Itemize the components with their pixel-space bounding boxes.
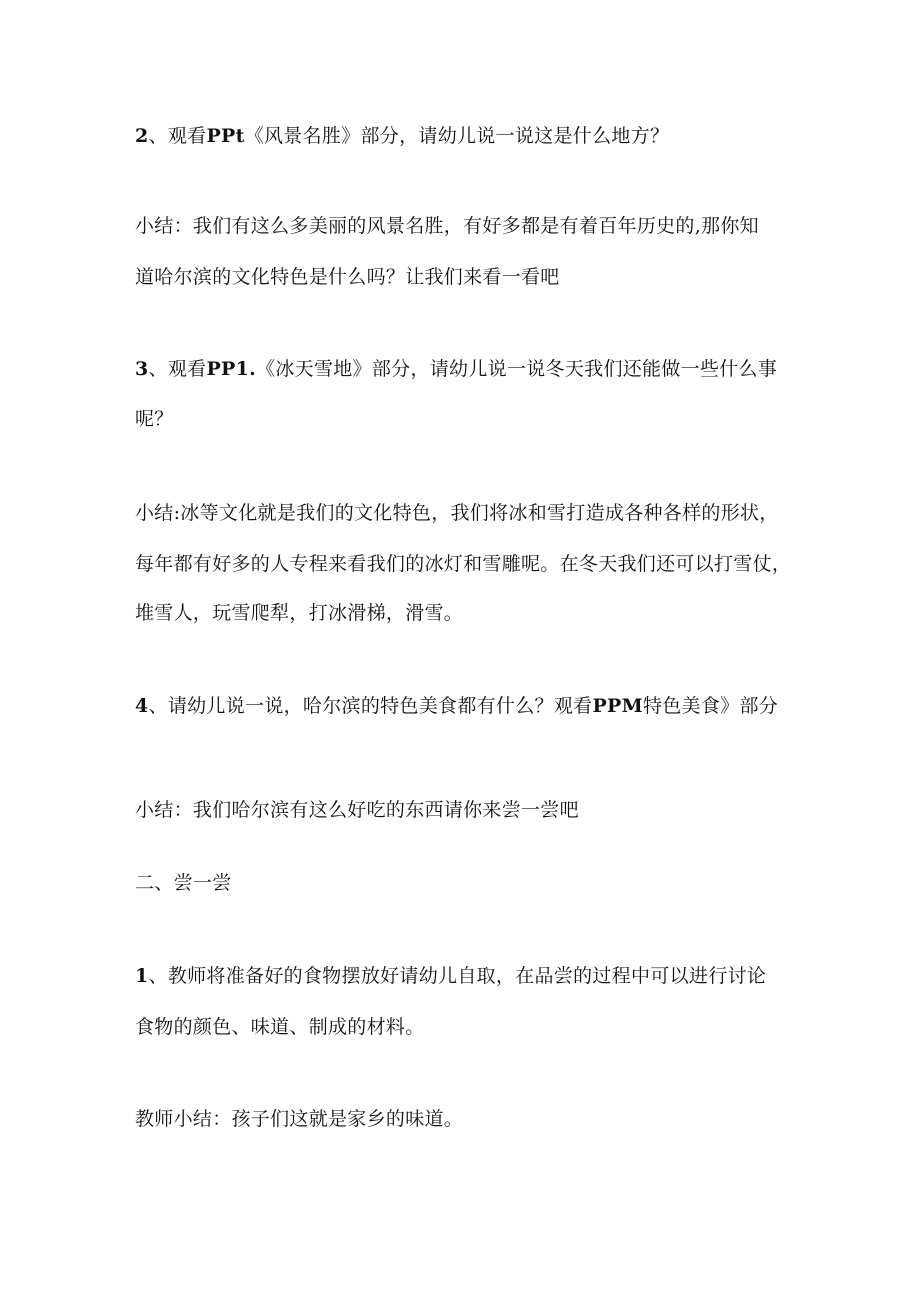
item-1 (135, 964, 805, 988)
summary-3-line-3: 堆雪人，玩雪爬犁，打冰滑梯，滑雪。 (135, 602, 464, 624)
teacher-summary: 教师小结：孩子们这就是家乡的味道。 (135, 1108, 464, 1130)
section-heading-2: 二、尝一尝 (135, 872, 232, 894)
question-4-number: 4 (135, 695, 149, 717)
question-3-prefix: 、观看 (148, 358, 207, 380)
question-4 (135, 694, 805, 718)
item-1-line-2: 食物的颜色、味道、制成的材料。 (135, 1016, 425, 1038)
summary-3-line-2: 每年都有好多的人专程来看我们的冰灯和雪雕呢。在冬天我们还可以打雪仗， (135, 553, 792, 575)
question-4-ppt: PPM (592, 695, 643, 717)
question-3-number: 3 (135, 358, 149, 380)
item-1-text: 、教师将准备好的食物摆放好请幼儿自取，在品尝的过程中可以进行讨论 (148, 965, 767, 987)
question-4-text: 特色美食》部分 (642, 695, 779, 717)
question-3-line-2: 呢？ (135, 408, 174, 430)
question-2-prefix: 、观看 (148, 125, 207, 147)
question-2-number: 2 (135, 125, 149, 147)
question-3 (135, 357, 805, 381)
summary-3-line-1: 小结:冰等文化就是我们的文化特色，我们将冰和雪打造成各种各样的形状， (135, 502, 779, 524)
question-4-prefix: 、请幼儿说一说，哈尔滨的特色美食都有什么？观看 (148, 695, 593, 717)
question-2-text: 《风景名胜》部分，请幼儿说一说这是什么地方？ (244, 125, 670, 147)
summary-2-line-2: 道哈尔滨的文化特色是什么吗？让我们来看一看吧 (135, 266, 560, 288)
summary-2-line-1: 小结：我们有这么多美丽的风景名胜，有好多都是有着百年历史的,那你知 (135, 215, 759, 237)
question-3-ppt: PP1. (206, 358, 257, 380)
item-1-number: 1 (135, 965, 149, 987)
question-2-ppt: PPt (206, 125, 245, 147)
question-2 (135, 124, 805, 148)
question-3-text: 《冰天雪地》部分，请幼儿说一说冬天我们还能做一些什么事 (256, 358, 778, 380)
summary-4: 小结：我们哈尔滨有这么好吃的东西请你来尝一尝吧 (135, 799, 579, 821)
